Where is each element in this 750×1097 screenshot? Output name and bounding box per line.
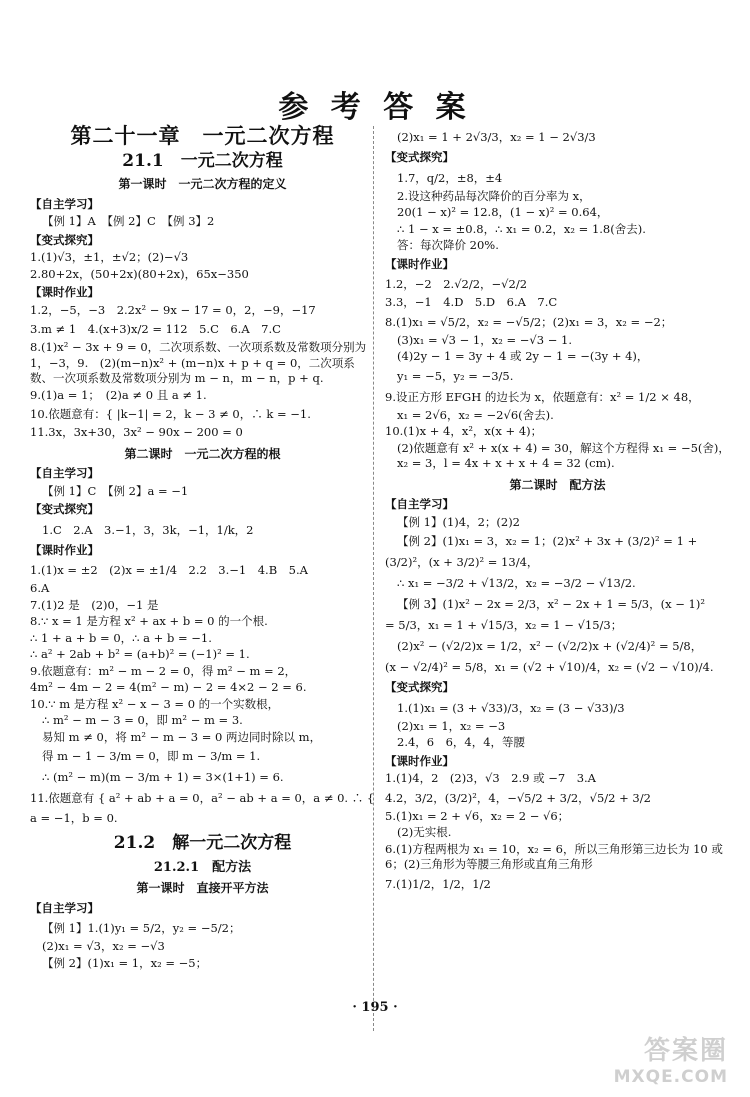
watermark <box>598 1030 728 1087</box>
answer-line: ∴ (m² − m)(m − 3/m + 1) = 3×(1+1) = 6. <box>42 770 284 784</box>
tag-bianshi: 【变式探究】 <box>385 150 454 164</box>
section-heading-21-2: 21.2 解一元二次方程 <box>113 833 292 853</box>
answer-line: 10.依题意有：{ |k−1| = 2，k − 3 ≠ 0，∴ k = −1. <box>30 407 311 421</box>
answer-line: (2)x² − (√2/2)x = 1/2，x² − (√2/2)x + (√2/4)² = 5/8， <box>397 639 703 653</box>
answer-line: 1.2，−5，−3 2.2x² − 9x − 17 = 0，2，−9，−17 <box>30 302 316 317</box>
answer-line: 7.(1)1/2，1/2，1/2 <box>385 876 491 891</box>
tag-zizhu: 【自主学习】 <box>385 497 454 511</box>
answer-line: 1.(1)√3，±1，±√2；(2)−√3 <box>30 250 189 264</box>
answer-line: 10.∵ m 是方程 x² − x − 3 = 0 的一个实数根， <box>30 696 280 711</box>
answer-line: x₁ = 2√6，x₂ = −2√6(舍去). <box>397 407 554 422</box>
answer-line: 1.2，−2 2.√2/2，−√2/2 <box>385 277 528 291</box>
answer-line: 1.(1)x = ±2 (2)x = ±1/4 2.2 3.−1 4.B 5.A <box>30 563 308 577</box>
tag-keshi: 【课时作业】 <box>385 256 454 271</box>
answer-line: 6.A <box>30 581 50 595</box>
answer-line: 【例 1】A 【例 2】C 【例 3】2 <box>42 214 215 228</box>
answer-line: ∴ 1 − x = ±0.8，∴ x₁ = 0.2，x₂ = 1.8(舍去). <box>397 221 646 236</box>
tag-bianshi: 【变式探究】 <box>30 502 99 516</box>
answer-line: 2.4，6 6，4，4，等腰 <box>397 735 526 749</box>
answer-line: (2)无实根. <box>397 825 452 839</box>
answer-line: 8.(1)x₁ = √5/2，x₂ = −√5/2；(2)x₁ = 3，x₂ = −2； <box>385 314 673 329</box>
answer-line: ∴ m² − m − 3 = 0，即 m² − m = 3. <box>42 713 243 727</box>
answer-line: 【例 1】(1)4，2；(2)2 <box>397 514 521 529</box>
page-number: · 195 · <box>352 1000 398 1015</box>
answer-line: 20(1 − x)² = 12.8，(1 − x)² = 0.64， <box>397 205 609 219</box>
answer-line: 2.80+2x，(50+2x)(80+2x)，65x−350 <box>30 266 249 281</box>
answer-line: ∴ 1 + a + b = 0，∴ a + b = −1. <box>30 630 212 645</box>
chapter-heading: 第二十一章 一元二次方程 <box>70 123 335 148</box>
answer-line: 9.(1)a = 1； (2)a ≠ 0 且 a ≠ 1. <box>30 387 207 402</box>
lesson-heading-2: 第二课时 一元二次方程的根 <box>124 446 281 461</box>
lesson-heading-peifang: 第二课时 配方法 <box>509 477 606 492</box>
tag-keshi: 【课时作业】 <box>30 542 99 557</box>
answer-line: ∴ x₁ = −3/2 + √13/2，x₂ = −3/2 − √13/2. <box>397 576 636 590</box>
answer-line: 【例 3】(1)x² − 2x = 2/3，x² − 2x + 1 = 5/3，(x − 1)² <box>397 597 705 611</box>
answer-line: = 5/3，x₁ = 1 + √15/3，x₂ = 1 − √15/3； <box>385 618 623 632</box>
answer-line: (3)x₁ = √3 − 1，x₂ = −√3 − 1. <box>397 332 572 347</box>
tag-keshi: 【课时作业】 <box>385 753 454 768</box>
answer-line: (2)x₁ = 1 + 2√3/3，x₂ = 1 − 2√3/3 <box>397 130 596 144</box>
answer-line: 1.(1)4，2 (2)3，√3 2.9 或 −7 3.A <box>385 771 596 785</box>
answer-line: (2)x₁ = √3，x₂ = −√3 <box>42 939 165 953</box>
tag-bianshi: 【变式探究】 <box>385 680 454 694</box>
answer-line: 6.(1)方程两根为 x₁ = 10，x₂ = 6，所以三角形第三边长为 10 或 6；(2)三角形为等腰三角形或直角三角形 <box>385 841 723 871</box>
right-column <box>385 126 730 895</box>
answer-line: (x − √2/4)² = 5/8，x₁ = (√2 + √10)/4，x₂ = (√2 − √10)/4. <box>385 660 714 674</box>
subsection-heading-21-2-1: 21.2.1 配方法 <box>153 859 252 875</box>
tag-zizhu: 【自主学习】 <box>30 196 99 211</box>
answer-line: (2)依题意有 x² + x(x + 4) = 30，解这个方程得 x₁ = −5(舍)，x₂ = 3，l = 4x + x + x + 4 = 32 (cm). <box>397 440 730 470</box>
answer-line: 【例 1】C 【例 2】a = −1 <box>42 483 189 498</box>
answer-line: 1.C 2.A 3.−1，3，3k，−1，1/k，2 <box>42 522 254 537</box>
lesson-heading-1: 第一课时 一元二次方程的定义 <box>118 177 287 191</box>
answer-line: 9.依题意有：m² − m − 2 = 0，得 m² − m = 2， <box>30 663 297 678</box>
answer-line: 9.设正方形 EFGH 的边长为 x，依题意有：x² = 1/2 × 48， <box>385 389 700 404</box>
answer-line: 1.(1)x₁ = (3 + √33)/3，x₂ = (3 − √33)/3 <box>397 700 625 715</box>
watermark-url: MXQE.COM <box>613 1067 728 1087</box>
tag-zizhu: 【自主学习】 <box>30 466 99 480</box>
tag-bianshi: 【变式探究】 <box>30 232 99 247</box>
left-column <box>30 123 375 972</box>
answer-line: 4.2，3/2，(3/2)²，4，−√5/2 + 3/2，√5/2 + 3/2 <box>385 790 651 805</box>
answer-line: (4)2y − 1 = 3y + 4 或 2y − 1 = −(3y + 4)， <box>397 349 649 363</box>
answer-line: (2)x₁ = 1，x₂ = −3 <box>397 718 506 733</box>
answer-line: (3/2)²，(x + 3/2)² = 13/4， <box>385 555 539 569</box>
answer-line: 【例 2】(1)x₁ = 1，x₂ = −5； <box>42 955 208 970</box>
answer-line: 8.∵ x = 1 是方程 x² + ax + b = 0 的一个根. <box>30 614 268 628</box>
answer-line: ∴ a² + 2ab + b² = (a+b)² = (−1)² = 1. <box>30 647 250 661</box>
answer-line: 1.7，q/2，±8，±4 <box>397 170 503 185</box>
answer-line: 5.(1)x₁ = 2 + √6，x₂ = 2 − √6； <box>385 808 570 823</box>
lesson-heading-3: 第一课时 直接开平方法 <box>136 881 269 895</box>
answer-line: y₁ = −5，y₂ = −3/5. <box>397 368 514 383</box>
answer-line: 2.设这种药品每次降价的百分率为 x， <box>397 188 591 203</box>
answer-line: 【例 1】1.(1)y₁ = 5/2，y₂ = −5/2； <box>42 921 241 935</box>
answer-line: 7.(1)2 是 (2)0，−1 是 <box>30 597 159 612</box>
watermark-logo: 答案圈 <box>643 1036 728 1066</box>
answer-line: 答：每次降价 20%. <box>397 238 499 252</box>
tag-keshi: 【课时作业】 <box>30 285 99 299</box>
answer-line: 11.依题意有 { a² + ab + a = 0，a² − ab + a = 0，a ≠ 0. ∴ { a = −1，b = 0. <box>30 791 375 825</box>
answer-line: 易知 m ≠ 0，将 m² − m − 3 = 0 两边同时除以 m， <box>42 729 322 744</box>
answer-line: 得 m − 1 − 3/m = 0，即 m − 3/m = 1. <box>42 749 261 763</box>
answer-line: 3.m ≠ 1 4.(x+3)x/2 = 112 5.C 6.A 7.C <box>30 322 281 336</box>
column-divider <box>373 126 374 1031</box>
answer-line: 4m² − 4m − 2 = 4(m² − m) − 2 = 4×2 − 2 = 6. <box>30 680 307 694</box>
tag-zizhu: 【自主学习】 <box>30 900 99 915</box>
page-title: 参 考 答 案 <box>278 90 472 125</box>
answer-line: 【例 2】(1)x₁ = 3，x₂ = 1；(2)x² + 3x + (3/2)² = 1 + <box>397 534 698 548</box>
answer-line: 10.(1)x + 4，x²，x(x + 4)； <box>385 424 543 438</box>
section-heading-21-1: 21.1 一元二次方程 <box>122 150 283 171</box>
answer-line: 3.3，−1 4.D 5.D 6.A 7.C <box>385 295 558 309</box>
answer-line: 11.3x，3x+30，3x² − 90x − 200 = 0 <box>30 425 243 439</box>
answer-line: 8.(1)x² − 3x + 9 = 0，二次项系数、一次项系数及常数项分别为 1，−3，9. (2)(m−n)x² + (m−n)x + p + q = 0，二次项系数、一次项系数及常数项分别为 m − n，m − n，p + q. <box>30 340 367 385</box>
